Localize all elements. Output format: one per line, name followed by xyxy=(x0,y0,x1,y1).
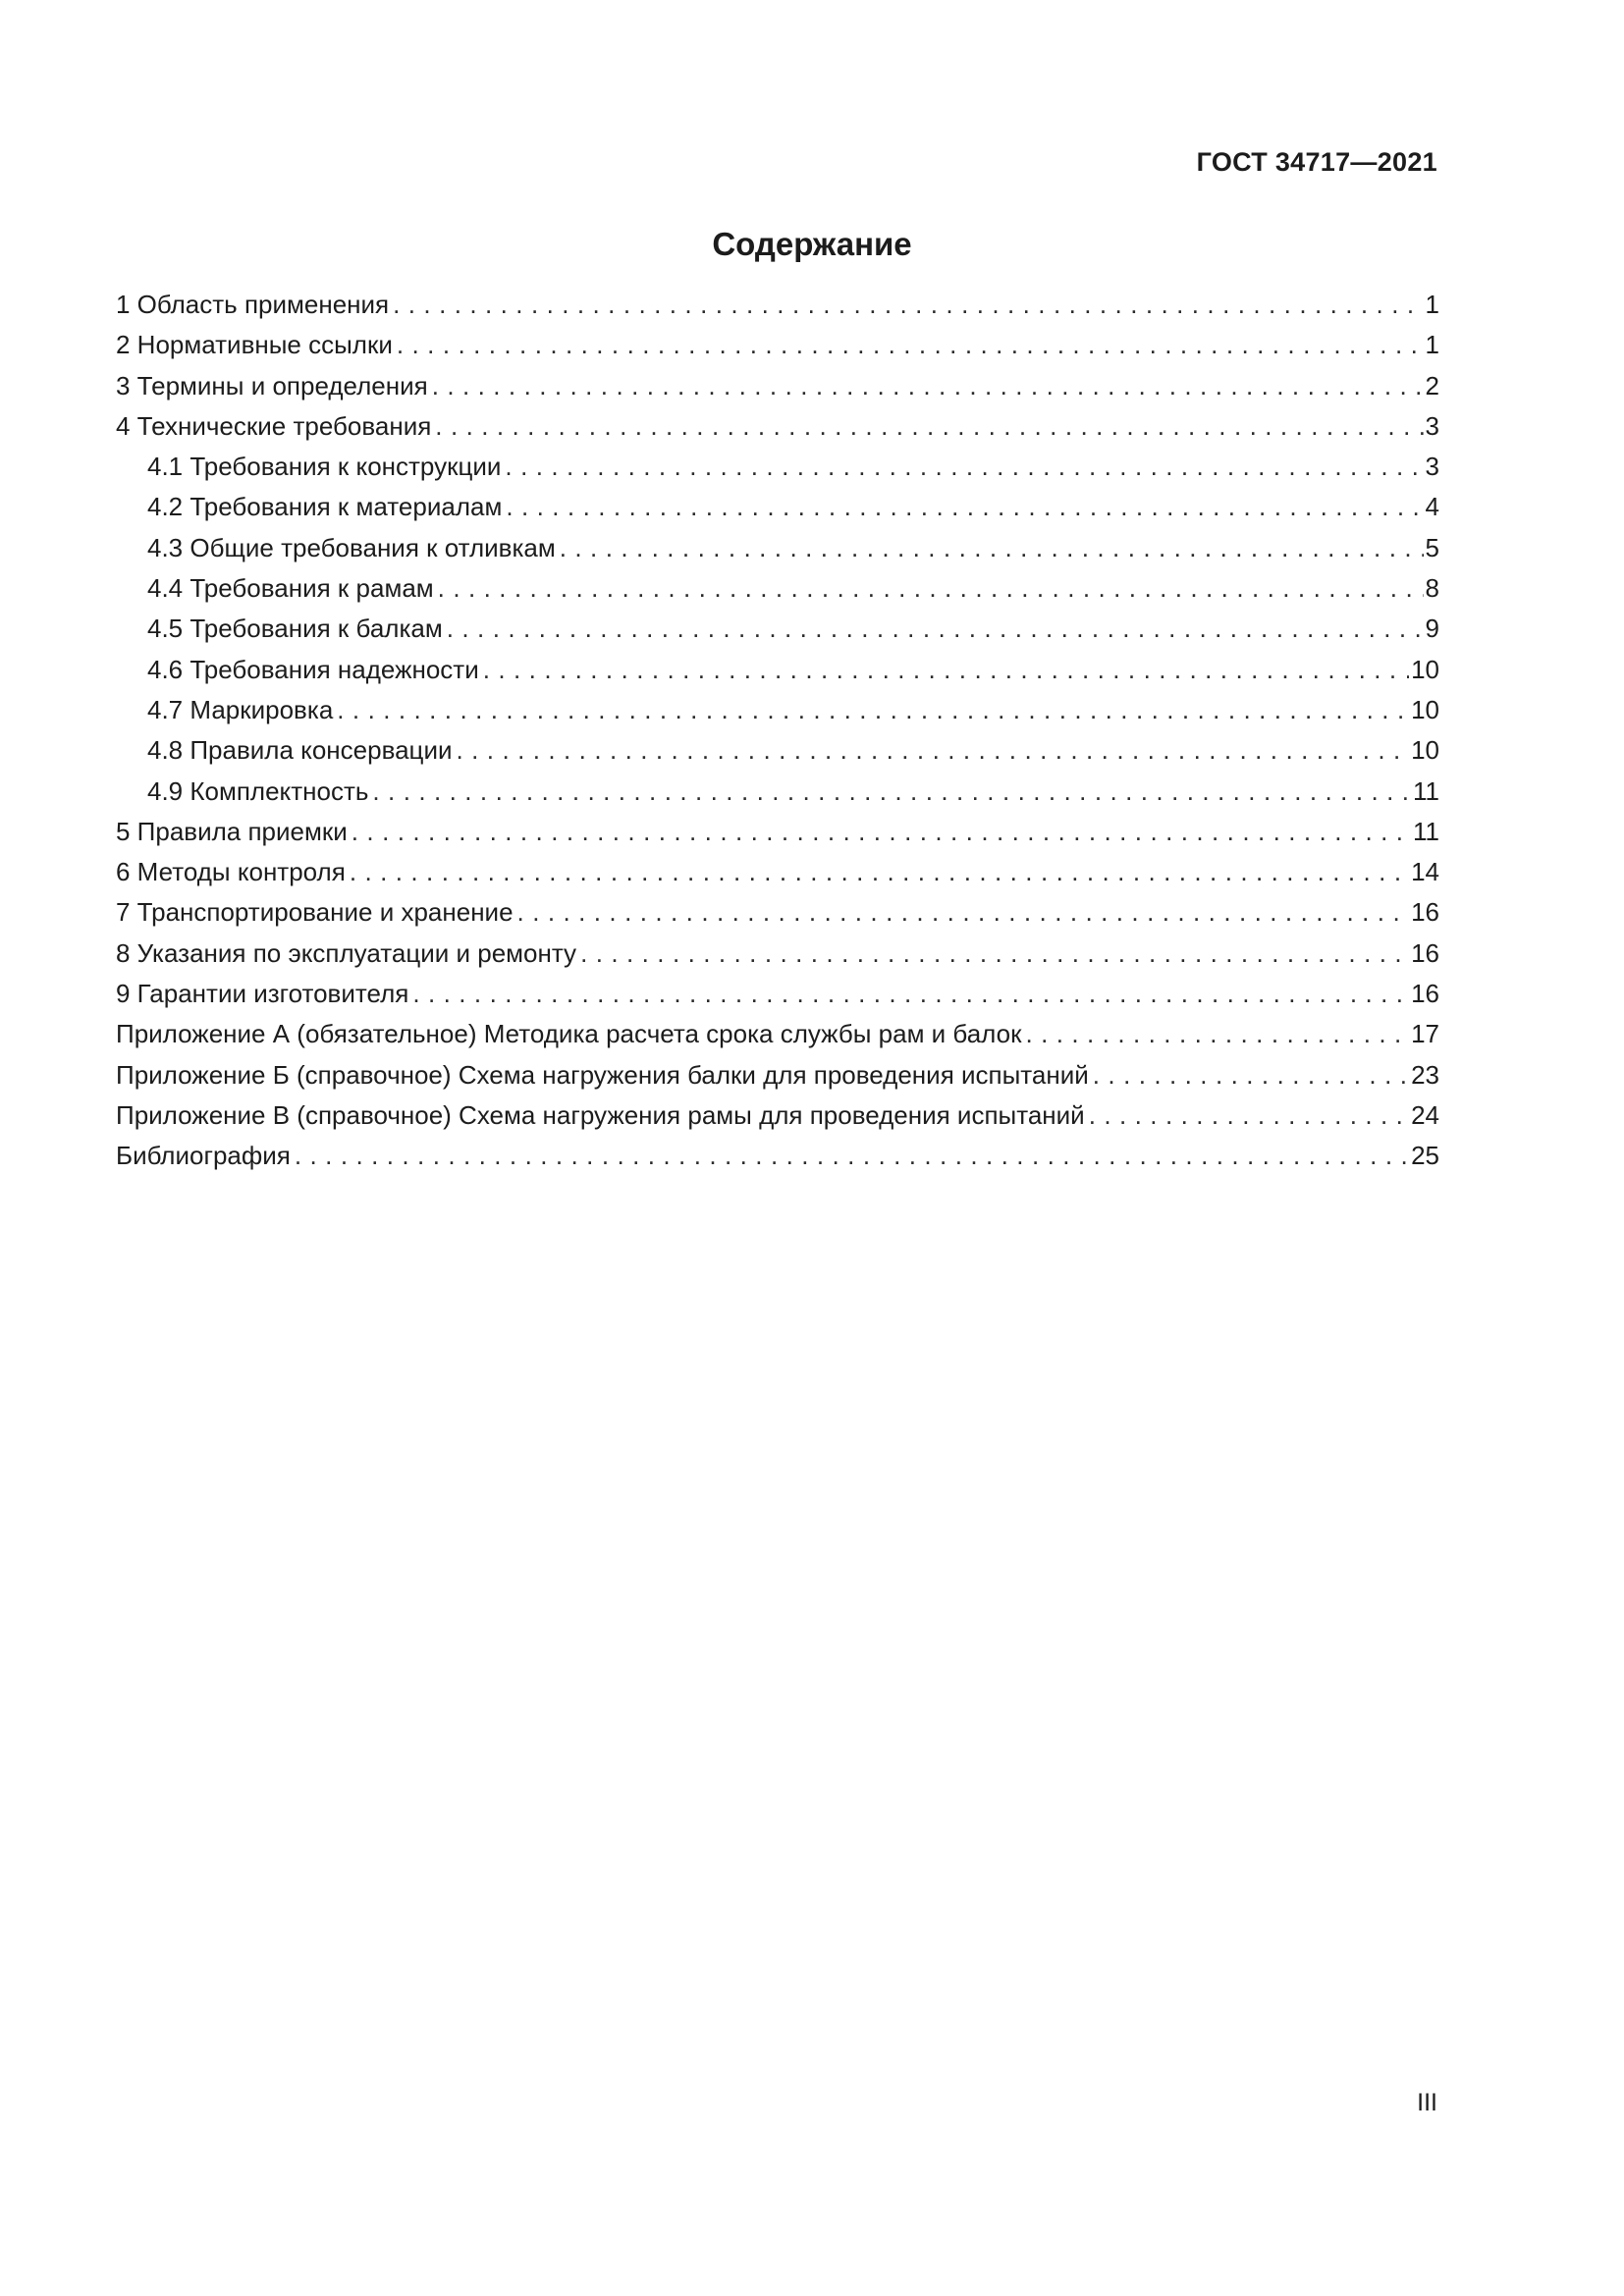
toc-entry-page: 1 xyxy=(1425,330,1439,360)
toc-dot-leader xyxy=(432,366,1424,406)
table-of-contents xyxy=(116,285,1439,1177)
toc-dot-leader xyxy=(397,325,1424,365)
toc-entry-bibliography[interactable] xyxy=(116,1136,1439,1176)
toc-entry-page: 2 xyxy=(1425,370,1439,400)
toc-entry-page: 3 xyxy=(1425,410,1439,441)
toc-entry-preservation-rules[interactable] xyxy=(116,730,1439,771)
toc-entry-page: 16 xyxy=(1411,979,1439,1009)
toc-dot-leader xyxy=(580,934,1409,974)
toc-entry-label: 4 Технические требования xyxy=(116,410,432,441)
toc-entry-frame-requirements[interactable] xyxy=(116,568,1439,609)
toc-entry-page: 1 xyxy=(1425,290,1439,319)
toc-entry-label: 4.5 Требования к балкам xyxy=(147,614,443,644)
toc-dot-leader xyxy=(560,528,1424,568)
toc-entry-label: 4.7 Маркировка xyxy=(147,694,334,724)
toc-entry-page: 4 xyxy=(1425,492,1439,522)
toc-dot-leader xyxy=(412,974,1409,1014)
toc-entry-normative-references[interactable] xyxy=(116,325,1439,365)
toc-entry-label: 4.6 Требования надежности xyxy=(147,654,479,684)
toc-entry-page: 10 xyxy=(1411,735,1439,766)
toc-dot-leader xyxy=(435,406,1423,447)
toc-entry-page: 11 xyxy=(1413,816,1439,846)
toc-dot-leader xyxy=(447,609,1424,649)
toc-entry-marking[interactable] xyxy=(116,690,1439,730)
toc-entry-label: 4.9 Комплектность xyxy=(147,775,369,806)
toc-entry-appendix-v[interactable] xyxy=(116,1095,1439,1136)
toc-dot-leader xyxy=(483,650,1409,690)
toc-dot-leader xyxy=(295,1136,1409,1176)
toc-entry-material-requirements[interactable] xyxy=(116,487,1439,527)
toc-entry-label: 3 Термины и определения xyxy=(116,370,428,400)
toc-dot-leader xyxy=(457,730,1410,771)
toc-entry-page: 24 xyxy=(1411,1099,1439,1130)
document-code: ГОСТ 34717—2021 xyxy=(1196,147,1437,177)
toc-entry-label: 4.1 Требования к конструкции xyxy=(147,452,502,482)
toc-dot-leader xyxy=(1089,1095,1409,1136)
toc-entry-manufacturer-warranty[interactable] xyxy=(116,974,1439,1014)
toc-entry-label: 4.2 Требования к материалам xyxy=(147,492,503,522)
toc-entry-page: 23 xyxy=(1411,1059,1439,1090)
toc-dot-leader xyxy=(438,568,1424,609)
toc-dot-leader xyxy=(350,852,1409,892)
toc-entry-label: 8 Указания по эксплуатации и ремонту xyxy=(116,937,577,968)
toc-entry-label: 4.4 Требования к рамам xyxy=(147,573,434,604)
toc-dot-leader xyxy=(393,285,1423,325)
toc-entry-design-requirements[interactable] xyxy=(116,447,1439,487)
toc-entry-appendix-a[interactable] xyxy=(116,1014,1439,1054)
toc-entry-page: 8 xyxy=(1425,573,1439,604)
toc-entry-page: 5 xyxy=(1425,532,1439,562)
toc-dot-leader xyxy=(372,772,1411,812)
toc-entry-label: Приложение Б (справочное) Схема нагружения балки для проведения испытаний xyxy=(116,1059,1089,1090)
toc-entry-label: Библиография xyxy=(116,1141,291,1171)
toc-entry-page: 16 xyxy=(1411,897,1439,928)
toc-entry-label: 9 Гарантии изготовителя xyxy=(116,979,409,1009)
toc-entry-acceptance-rules[interactable] xyxy=(116,812,1439,852)
toc-entry-beam-requirements[interactable] xyxy=(116,609,1439,649)
toc-entry-appendix-b[interactable] xyxy=(116,1055,1439,1095)
toc-entry-completeness[interactable] xyxy=(116,772,1439,812)
toc-entry-label: 1 Область применения xyxy=(116,290,390,319)
toc-entry-label: 4.8 Правила консервации xyxy=(147,735,453,766)
toc-dot-leader xyxy=(337,690,1409,730)
toc-entry-technical-requirements[interactable] xyxy=(116,406,1439,447)
toc-entry-label: 6 Методы контроля xyxy=(116,857,346,887)
toc-entry-label: Приложение В (справочное) Схема нагружения рамы для проведения испытаний xyxy=(116,1099,1085,1130)
toc-entry-label: 7 Транспортирование и хранение xyxy=(116,897,514,928)
toc-dot-leader xyxy=(1093,1055,1409,1095)
toc-entry-page: 14 xyxy=(1411,857,1439,887)
toc-dot-leader xyxy=(352,812,1411,852)
toc-entry-page: 16 xyxy=(1411,937,1439,968)
toc-dot-leader xyxy=(505,447,1423,487)
toc-entry-terms-definitions[interactable] xyxy=(116,366,1439,406)
toc-entry-transport-storage[interactable] xyxy=(116,892,1439,933)
toc-entry-casting-requirements[interactable] xyxy=(116,528,1439,568)
toc-entry-label: 2 Нормативные ссылки xyxy=(116,330,393,360)
toc-entry-page: 10 xyxy=(1411,694,1439,724)
toc-entry-label: 4.3 Общие требования к отливкам xyxy=(147,532,556,562)
toc-entry-page: 3 xyxy=(1425,452,1439,482)
toc-entry-label: Приложение А (обязательное) Методика расчета срока службы рам и балок xyxy=(116,1019,1022,1049)
toc-entry-control-methods[interactable] xyxy=(116,852,1439,892)
toc-entry-label: 5 Правила приемки xyxy=(116,816,348,846)
toc-entry-page: 25 xyxy=(1411,1141,1439,1171)
toc-dot-leader xyxy=(506,487,1423,527)
toc-entry-page: 10 xyxy=(1411,654,1439,684)
page-number: III xyxy=(1417,2089,1437,2116)
toc-entry-reliability-requirements[interactable] xyxy=(116,650,1439,690)
toc-entry-operation-repair[interactable] xyxy=(116,934,1439,974)
toc-entry-page: 17 xyxy=(1411,1019,1439,1049)
toc-dot-leader xyxy=(1025,1014,1409,1054)
toc-entry-scope[interactable] xyxy=(116,285,1439,325)
toc-dot-leader xyxy=(517,892,1410,933)
toc-entry-page: 9 xyxy=(1425,614,1439,644)
toc-title: Содержание xyxy=(712,226,912,262)
toc-entry-page: 11 xyxy=(1413,775,1439,806)
